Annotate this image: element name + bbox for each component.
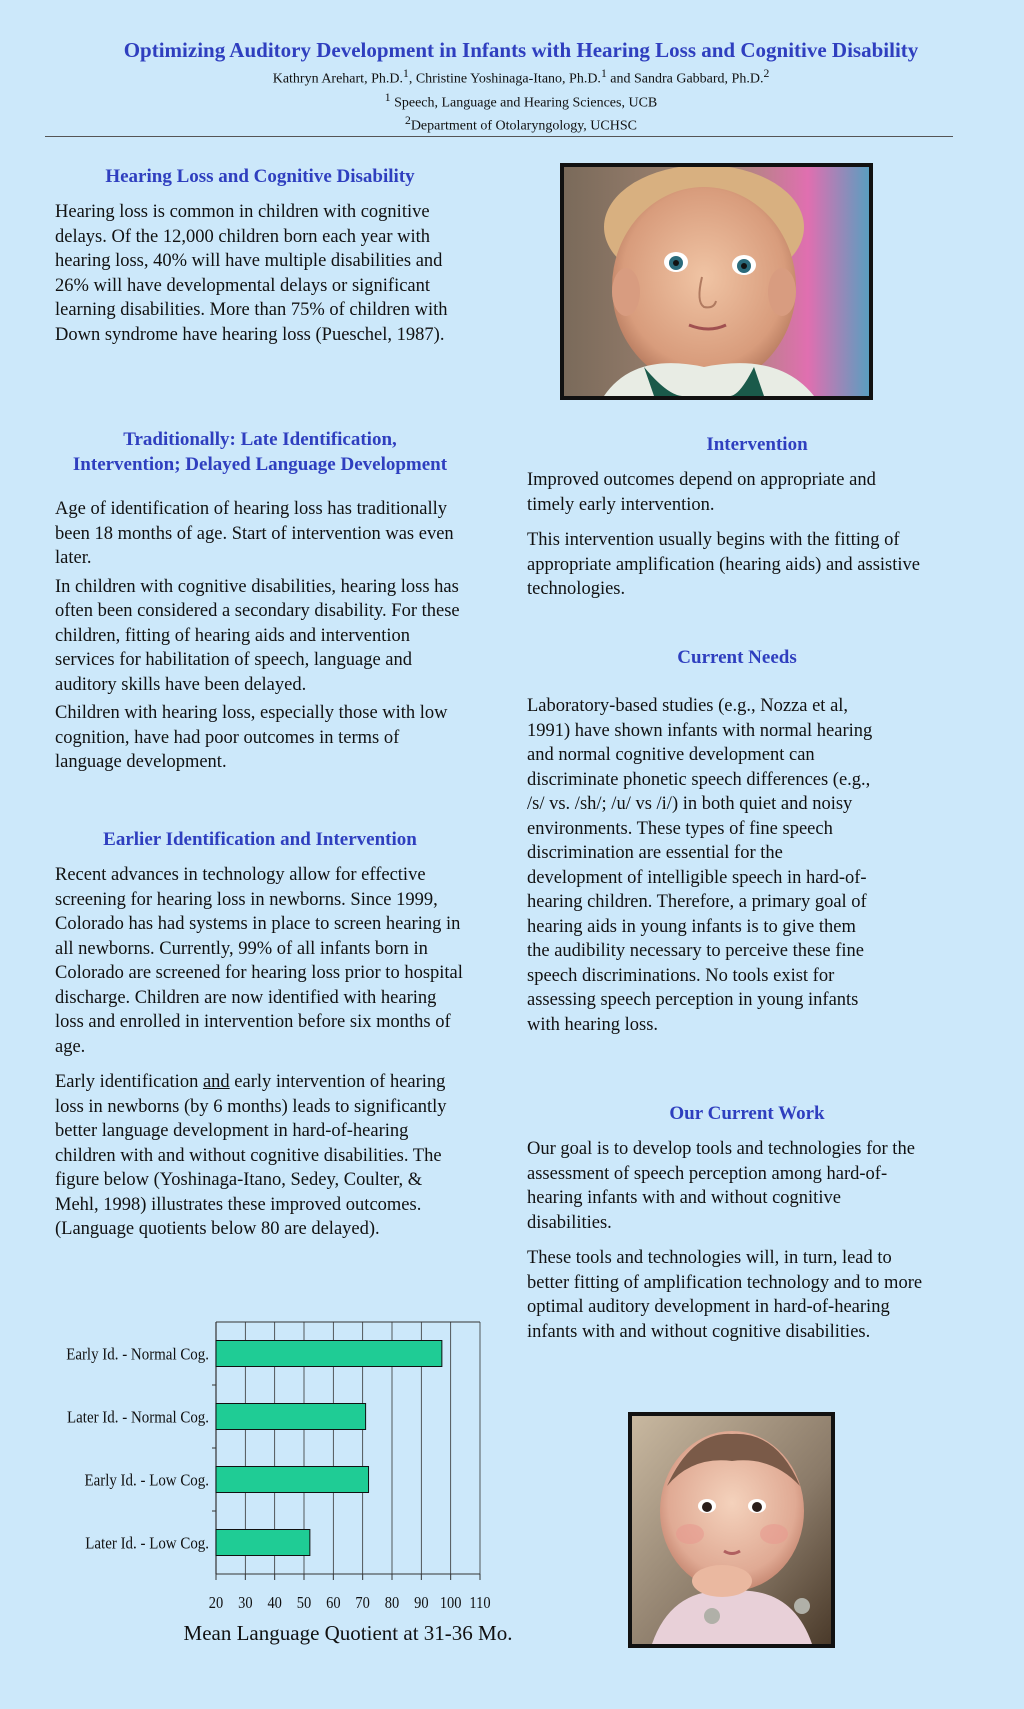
author-2-affil: 1: [600, 67, 607, 80]
section-paragraph: Recent advances in technology allow for effective screening for hearing loss in newborns. Since 1999, Colorado has had systems in place to screen hearing in all newborns. Currently, 99% of all infants born in Colorado are screened for hearing loss prior to hospital discharge. Children are now identified with hearing loss and enrolled in intervention before six months of age.: [55, 865, 463, 1057]
x-axis-title: Mean Language Quotient at 31-36 Mo.: [183, 1621, 513, 1645]
section-paragraph: This intervention usually begins with the fitting of appropriate amplification (hearing aids) and assistive technologies.: [527, 530, 920, 599]
section-heading: Traditionally: Late Identification, Intervention; Delayed Language Development: [72, 429, 448, 475]
category-label: Later Id. - Low Cog.: [85, 1534, 209, 1553]
baby-photo-top: [560, 163, 873, 400]
section-paragraph: Hearing loss is common in children with cognitive delays. Of the 12,000 children born each year with hearing loss, 40% will have multiple disabilities and 26% will have developmental delays or significant learning disabilities. More than 75% of children with Down syndrome have hearing loss (Pueschel, 1987).: [55, 202, 448, 345]
header-divider: [45, 136, 953, 137]
section-traditional-late-id: [55, 427, 465, 775]
section-heading: Current Needs: [677, 647, 797, 668]
x-tick-label: 70: [355, 1593, 370, 1613]
x-tick-label: 100: [439, 1593, 462, 1613]
bar-chart: [0, 1300, 1024, 1660]
author-1: Kathryn Arehart, Ph.D.: [272, 71, 403, 87]
section-paragraph: Improved outcomes depend on appropriate and timely early intervention.: [527, 470, 876, 515]
section-current-needs: [527, 645, 927, 1037]
affiliation-1: $^1$ Speech, Language and Hearing Sciences, UCB: [384, 90, 658, 111]
x-tick-label: 90: [414, 1593, 429, 1613]
affiliation-2: $^2$Department of Otolaryngology, UCHSC: [404, 114, 637, 134]
bar: [216, 1467, 369, 1493]
bar: [216, 1341, 442, 1367]
author-2: , Christine Yoshinaga-Itano, Ph.D.: [408, 71, 601, 87]
bar: [216, 1530, 310, 1556]
poster-title: Optimizing Auditory Development in Infants with Hearing Loss and Cognitive Disability: [123, 38, 919, 62]
section-paragraph: Laboratory-based studies (e.g., Nozza et al, 1991) have shown infants with normal hearing and normal cognitive development can discriminate phonetic speech differences (e.g., /s/ vs. /sh/; /u/ vs /i/) in both quiet and noisy environments. These types of fine speech discrimination are essential for the development of intelligible speech in hard-of-hearing children. Therefore, a primary goal of hearing aids in young infants is to give them the audibility necessary to perceive these fine speech discriminations. No tools exist for assessing speech perception in young infants with hearing loss.: [527, 696, 873, 1035]
author-3-affil: 2: [763, 67, 770, 80]
category-label: Later Id. - Normal Cog.: [67, 1408, 209, 1427]
section-heading: Hearing Loss and Cognitive Disability: [105, 166, 415, 187]
baby-photo-top-image: [564, 167, 869, 396]
x-tick-label: 50: [296, 1593, 312, 1613]
section-paragraph: Age of identification of hearing loss has traditionally been 18 months of age. Start of intervention was even later.: [55, 499, 454, 568]
x-tick-label: 40: [267, 1593, 282, 1613]
x-tick-label: 110: [469, 1593, 491, 1613]
section-paragraph: These tools and technologies will, in turn, lead to better fitting of amplification technology and to more optimal auditory development in hard-of-hearing infants with and without cognitive disabilities.: [527, 1248, 923, 1342]
section-hearing-loss-cognitive: [55, 164, 465, 347]
author-3: and Sandra Gabbard, Ph.D.: [606, 71, 764, 87]
x-tick-label: 80: [384, 1593, 400, 1613]
section-intervention: [527, 432, 927, 602]
x-tick-label: 20: [208, 1593, 224, 1613]
section-heading: Intervention: [706, 434, 808, 455]
bar: [216, 1404, 366, 1430]
category-label: Early Id. - Low Cog.: [84, 1471, 209, 1490]
x-tick-label: 60: [326, 1593, 341, 1613]
section-earlier-identification: [55, 827, 465, 1242]
section-paragraph: Children with hearing loss, especially those with low cognition, have had poor outcomes in terms of language development.: [55, 703, 448, 772]
poster-header: [0, 36, 1024, 136]
author-1-affil: 1: [402, 67, 409, 80]
section-heading: Our Current Work: [669, 1103, 825, 1124]
category-label: Early Id. - Normal Cog.: [66, 1345, 209, 1364]
section-paragraph: In children with cognitive disabilities, hearing loss has often been considered a secondary disability. For these children, fitting of hearing aids and intervention services for habilitation of speech, language and auditory skills have been delayed.: [55, 576, 460, 695]
section-paragraph: Early identification and early intervention of hearing loss in newborns (by 6 months) leads to significantly better language development in hard-of-hearing children with and without cognitive disabilities. The figure below (Yoshinaga-Itano, Sedey, Coulter, & Mehl, 1998) illustrates these improved outcomes. (Language quotients below 80 are delayed).: [55, 1072, 447, 1239]
x-tick-label: 30: [238, 1593, 253, 1613]
section-paragraph: Our goal is to develop tools and technologies for the assessment of speech perception among hard-of-hearing infants with and without cognitive disabilities.: [527, 1139, 915, 1233]
author-line: [0, 64, 1024, 89]
section-heading: Earlier Identification and Intervention: [103, 829, 417, 850]
language-quotient-chart: [0, 1300, 1024, 1660]
